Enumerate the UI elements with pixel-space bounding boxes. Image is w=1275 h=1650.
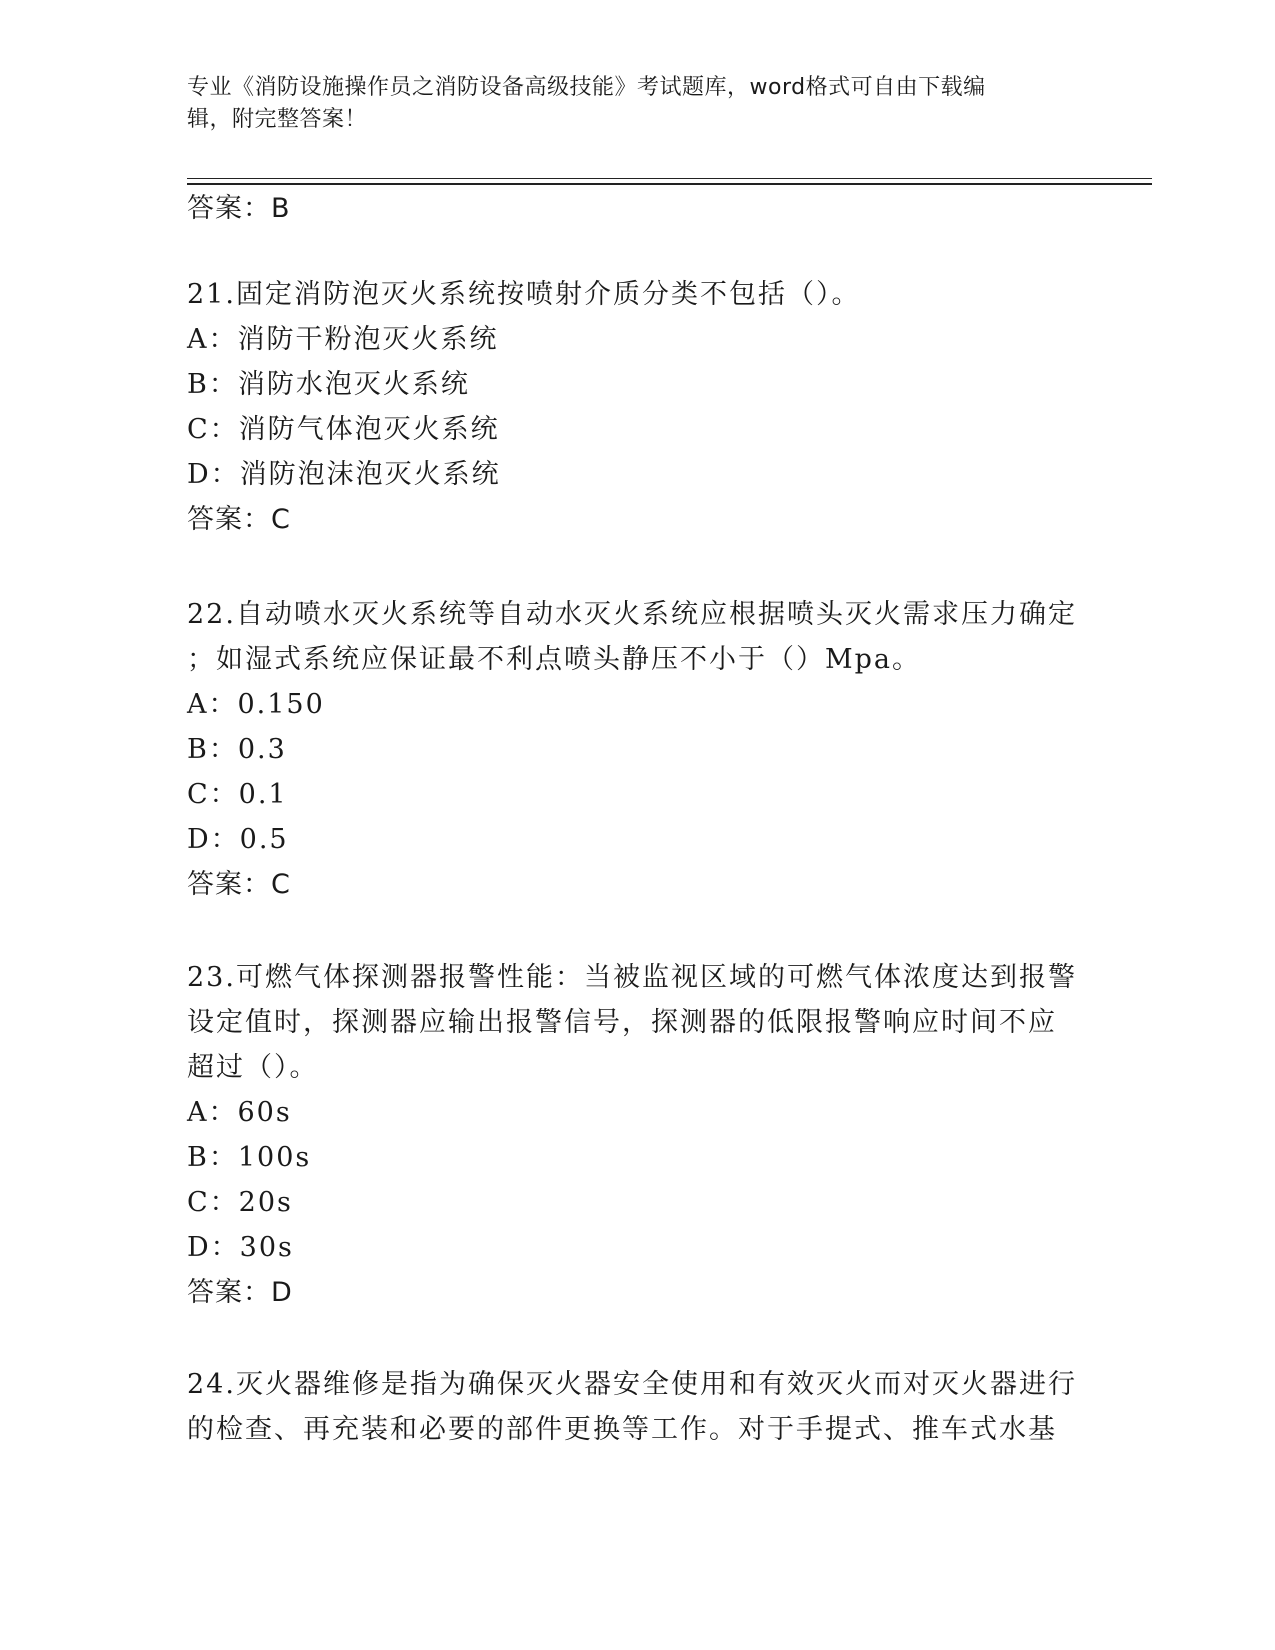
- option-d: D：30s: [187, 1232, 294, 1263]
- option-c: C：0.1: [187, 779, 288, 810]
- option-a: A：0.150: [187, 689, 325, 720]
- question-stem-line-1: 24.灭火器维修是指为确保灭火器安全使用和有效灭火而对灭火器进行: [187, 1369, 1077, 1400]
- question-24: [187, 1362, 1087, 1452]
- question-23: [187, 955, 1087, 1315]
- document-header: [187, 72, 1077, 136]
- option-a: A：消防干粉泡灭火系统: [187, 324, 499, 355]
- option-d: D：消防泡沫泡灭火系统: [187, 459, 501, 490]
- question-stem-line-2: ；如湿式系统应保证最不利点喷头静压不小于（）Mpa。: [187, 644, 922, 675]
- option-c: C：消防气体泡灭火系统: [187, 414, 500, 445]
- header-divider-thick: [187, 183, 1152, 185]
- option-c: C：20s: [187, 1187, 293, 1218]
- option-b: B：0.3: [187, 734, 287, 765]
- question-stem-line-2: 设定值时，探测器应输出报警信号，探测器的低限报警响应时间不应: [187, 1007, 1057, 1038]
- question-stem-line-2: 的检查、再充装和必要的部件更换等工作。对于手提式、推车式水基: [187, 1414, 1057, 1445]
- answer: 答案：C: [187, 869, 291, 900]
- option-a: A：60s: [187, 1097, 292, 1128]
- previous-answer: 答案：B: [187, 193, 291, 224]
- question-stem-line-1: 23.可燃气体探测器报警性能：当被监视区域的可燃气体浓度达到报警: [187, 962, 1077, 993]
- question-21: [187, 272, 1087, 542]
- answer: 答案：C: [187, 504, 291, 535]
- option-b: B：100s: [187, 1142, 312, 1173]
- header-divider-thin: [187, 178, 1152, 179]
- header-line-2: 辑，附完整答案！: [187, 107, 368, 132]
- option-d: D：0.5: [187, 824, 289, 855]
- header-line-1: 专业《消防设施操作员之消防设备高级技能》考试题库，word格式可自由下载编: [187, 75, 986, 100]
- question-stem: 21.固定消防泡灭火系统按喷射介质分类不包括（）。: [187, 279, 861, 310]
- answer: 答案：D: [187, 1277, 293, 1308]
- question-stem-line-1: 22.自动喷水灭火系统等自动水灭火系统应根据喷头灭火需求压力确定: [187, 599, 1077, 630]
- question-stem-line-3: 超过（）。: [187, 1052, 319, 1083]
- question-22: [187, 592, 1087, 907]
- option-b: B：消防水泡灭火系统: [187, 369, 470, 400]
